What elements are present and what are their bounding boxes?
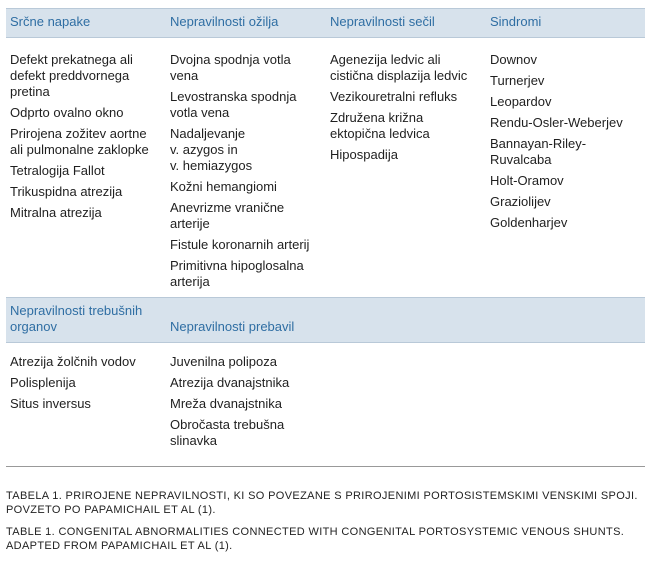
caption-slovene: TABELA 1. PRIROJENE NEPRAVILNOSTI, KI SO POVEZANE S PRIROJENIMI PORTOSISTEMSKIMI VENSKIMI SPOJI. POVZETO PO PAPAMICHAIL ET AL (1). bbox=[6, 490, 638, 516]
header-cell bbox=[486, 330, 645, 342]
column-empty bbox=[326, 354, 486, 454]
list-item: Primitivna hipoglosalna arterija bbox=[170, 258, 304, 289]
header-cell: Nepravilnosti trebušnih organov bbox=[10, 303, 143, 334]
list-item: Holt-Oramov bbox=[490, 173, 564, 188]
column-empty bbox=[486, 354, 645, 454]
list-item: Dvojna spodnja votla vena bbox=[170, 52, 291, 83]
list-item: Atrezija dvanajstnika bbox=[170, 375, 290, 390]
list-item: Tetralogija Fallot bbox=[10, 163, 105, 178]
column-abdominal-organs bbox=[6, 354, 166, 454]
table-header-row bbox=[6, 8, 645, 38]
header-cell: Nepravilnosti prebavil bbox=[170, 319, 295, 334]
list-item: Agenezija ledvic ali cistična displazija ledvic bbox=[330, 52, 468, 83]
header-cell: Srčne napake bbox=[10, 14, 91, 29]
header-cell bbox=[326, 330, 486, 342]
list-item: Defekt prekatnega ali defekt preddvornega pretina bbox=[10, 52, 133, 99]
caption-english: TABLE 1. CONGENITAL ABNORMALITIES CONNECTED WITH CONGENITAL PORTOSYSTEMIC VENOUS SHUNTS. ADAPTED FROM PAPAMICHAIL ET AL (1). bbox=[6, 526, 625, 552]
list-item: Levostranska spodnja votla vena bbox=[170, 89, 297, 120]
list-item: Nadaljevanje v. azygos in v. hemiazygos bbox=[170, 126, 253, 173]
header-cell: Sindromi bbox=[490, 14, 542, 29]
list-item: Mitralna atrezija bbox=[10, 205, 102, 220]
table-header-row bbox=[6, 297, 645, 343]
column-syndromes bbox=[486, 52, 645, 295]
table-body-row bbox=[6, 343, 645, 458]
list-item: Polisplenija bbox=[10, 375, 76, 390]
list-item: Graziolijev bbox=[490, 194, 551, 209]
list-item: Odprto ovalno okno bbox=[10, 105, 124, 120]
list-item: Juvenilna polipoza bbox=[170, 354, 277, 369]
list-item: Turnerjev bbox=[490, 73, 545, 88]
list-item: Prirojena zožitev aortne ali pulmonalne zaklopke bbox=[10, 126, 149, 157]
abnormalities-table bbox=[6, 8, 645, 467]
header-cell: Nepravilnosti sečil bbox=[330, 14, 435, 29]
list-item: Bannayan-Riley-Ruvalcaba bbox=[490, 136, 587, 167]
list-item: Downov bbox=[490, 52, 537, 67]
list-item: Leopardov bbox=[490, 94, 552, 109]
list-item: Anevrizme vranične arterije bbox=[170, 200, 285, 231]
list-item: Obročasta trebušna slinavka bbox=[170, 417, 285, 448]
column-urinary bbox=[326, 52, 486, 295]
list-item: Vezikouretralni refluks bbox=[330, 89, 458, 104]
list-item: Situs inversus bbox=[10, 396, 91, 411]
list-item: Goldenharjev bbox=[490, 215, 568, 230]
table-bottom-rule bbox=[6, 466, 645, 467]
table-body-row bbox=[6, 38, 645, 297]
list-item: Kožni hemangiomi bbox=[170, 179, 277, 194]
list-item: Rendu-Osler-Weberjev bbox=[490, 115, 623, 130]
column-vascular bbox=[166, 52, 326, 295]
list-item: Združena križna ektopična ledvica bbox=[330, 110, 430, 141]
list-item: Mreža dvanajstnika bbox=[170, 396, 282, 411]
header-cell: Nepravilnosti ožilja bbox=[170, 14, 279, 29]
column-heart-defects bbox=[6, 52, 166, 295]
list-item: Hipospadija bbox=[330, 147, 398, 162]
column-digestive bbox=[166, 354, 326, 454]
list-item: Fistule koronarnih arterij bbox=[170, 237, 310, 252]
list-item: Trikuspidna atrezija bbox=[10, 184, 123, 199]
list-item: Atrezija žolčnih vodov bbox=[10, 354, 136, 369]
